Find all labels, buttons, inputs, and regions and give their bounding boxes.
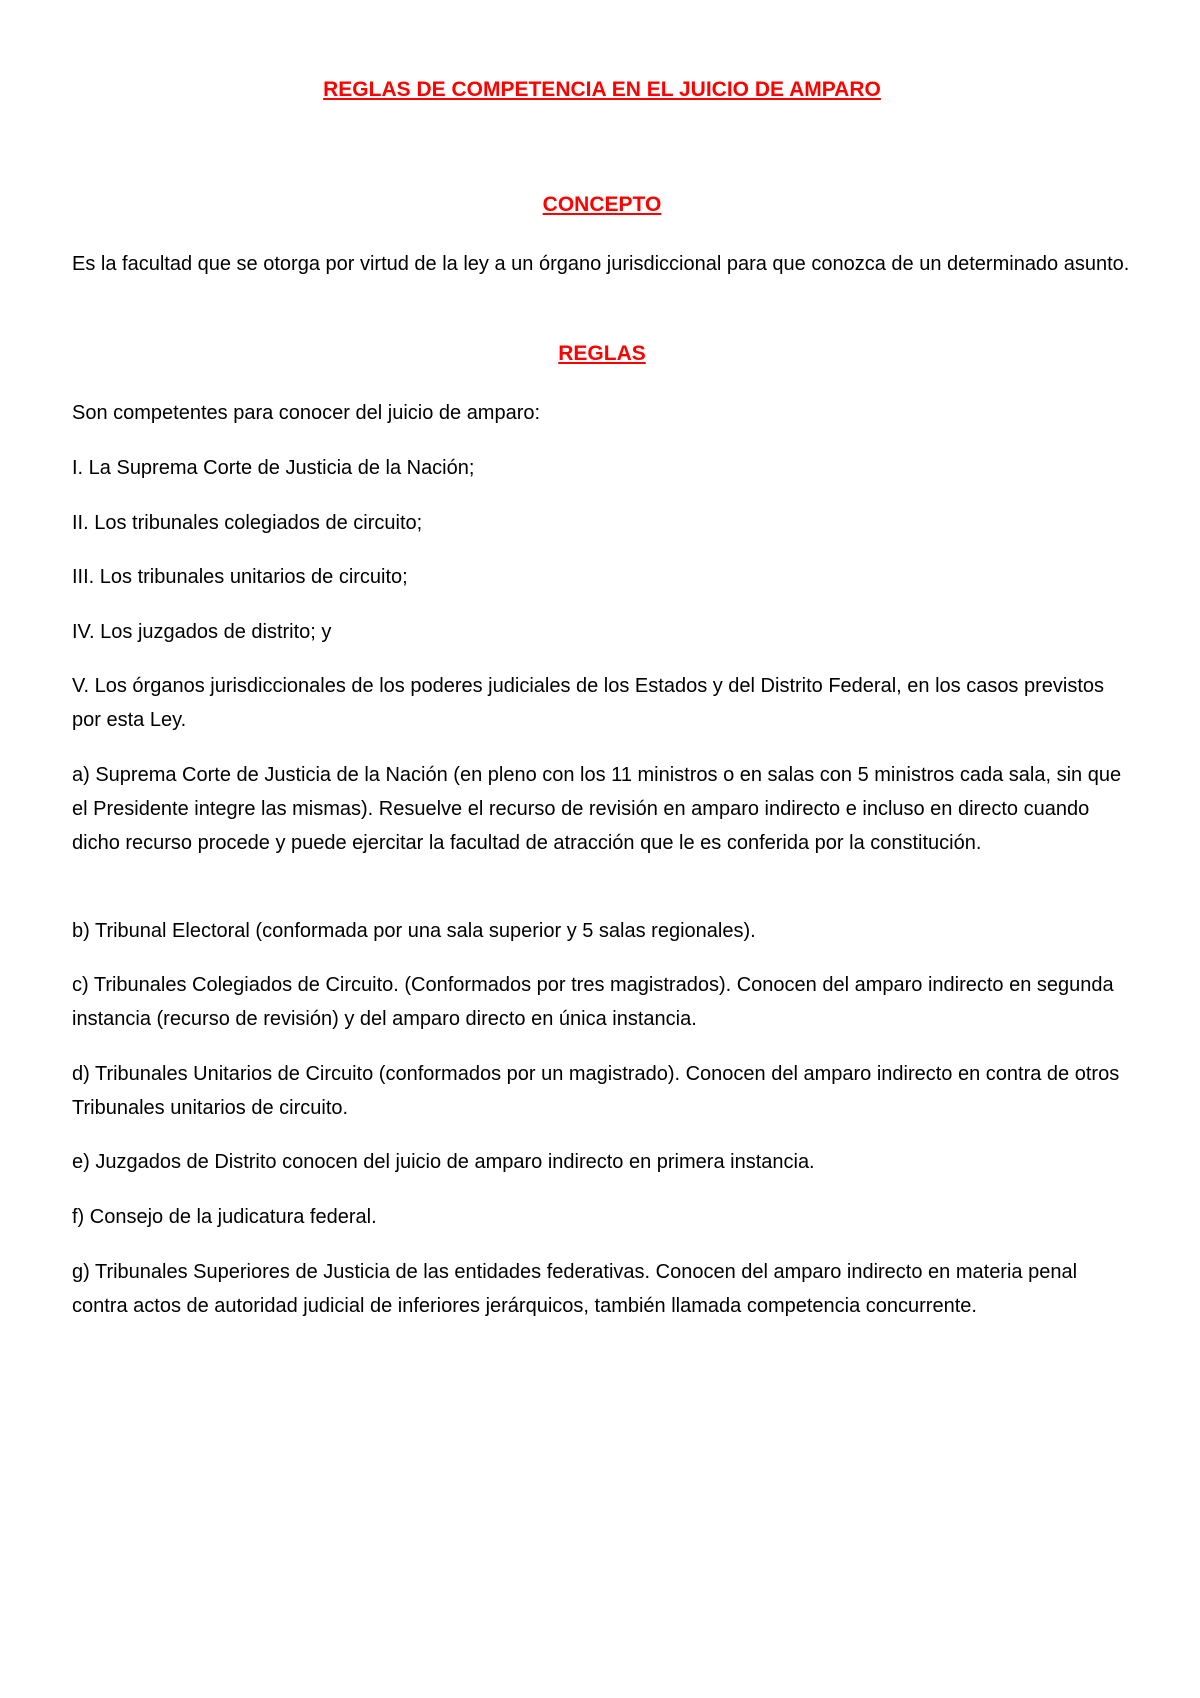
list-item: II. Los tribunales colegiados de circuito; — [72, 512, 423, 534]
detail-item: e) Juzgados de Distrito conocen del juicio de amparo indirecto en primera instancia. — [72, 1151, 815, 1173]
reglas-heading: REGLAS — [558, 342, 646, 365]
reglas-intro: Son competentes para conocer del juicio de amparo: — [72, 402, 541, 424]
document-title: REGLAS DE COMPETENCIA EN EL JUICIO DE AMPARO — [323, 78, 881, 101]
list-item: V. Los órganos jurisdiccionales de los poderes judiciales de los Estados y del Distrito Federal, en los casos previstos por esta Ley. — [72, 675, 1105, 731]
list-item: I. La Suprema Corte de Justicia de la Nación; — [72, 457, 475, 479]
detail-item: d) Tribunales Unitarios de Circuito (conformados por un magistrado). Conocen del amparo indirecto en contra de otros Tribunales unitarios de circuito. — [72, 1063, 1120, 1119]
concepto-heading: CONCEPTO — [542, 193, 662, 216]
detail-item: b) Tribunal Electoral (conformada por una sala superior y 5 salas regionales). — [72, 920, 756, 942]
detail-item: f) Consejo de la judicatura federal. — [72, 1206, 377, 1228]
list-item: IV. Los juzgados de distrito; y — [72, 621, 332, 643]
detail-item: g) Tribunales Superiores de Justicia de las entidades federativas. Conocen del amparo indirecto en materia penal contra actos de autoridad judicial de inferiores jerárquicos, también llamada competencia concurrente. — [72, 1261, 1078, 1317]
concepto-text: Es la facultad que se otorga por virtud de la ley a un órgano jurisdiccional para que conozca de un determinado asunto. — [72, 253, 1130, 275]
detail-item: a) Suprema Corte de Justicia de la Nación (en pleno con los 11 ministros o en salas con 5 ministros cada sala, sin que el Presidente integre las mismas). Resuelve el recurso de revisión en amparo indirecto e incluso en directo cuando dicho recurso procede y puede ejercitar la facultad de atracción que le es conferida por la constitución. — [72, 764, 1122, 854]
list-item: III. Los tribunales unitarios de circuito; — [72, 566, 408, 588]
detail-item: c) Tribunales Colegiados de Circuito. (Conformados por tres magistrados). Conocen del amparo indirecto en segunda instancia (recurso de revisión) y del amparo directo en única instancia. — [72, 974, 1114, 1030]
